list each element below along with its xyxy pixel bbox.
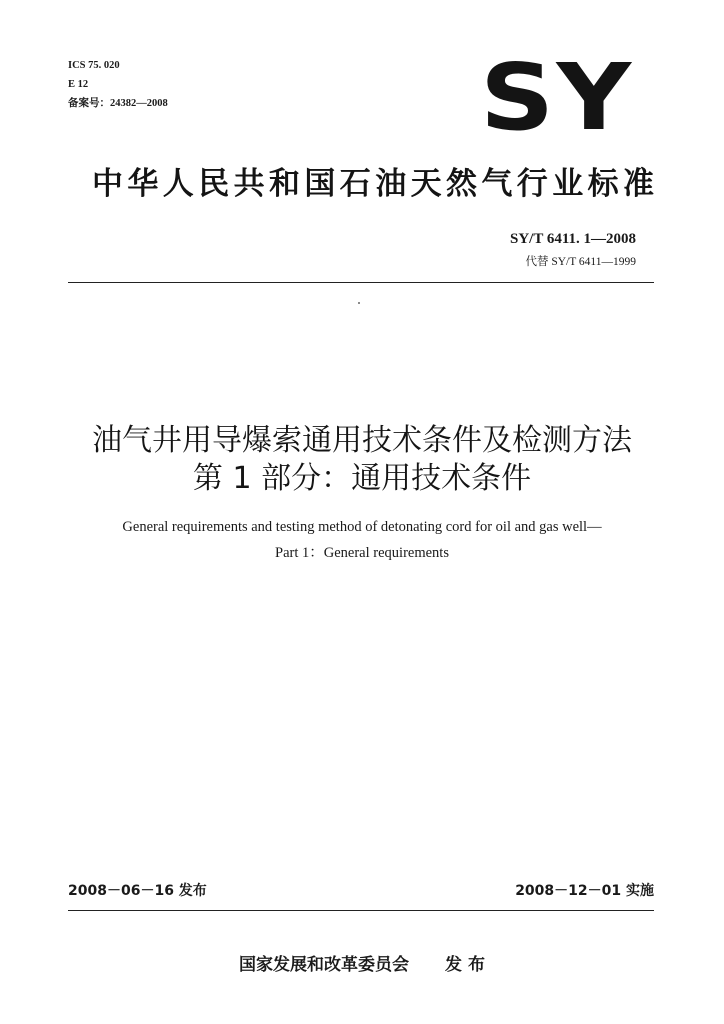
document-title-zh-line1: 油气井用导爆索通用技术条件及检测方法 <box>92 423 632 458</box>
record-number: 备案号：24382—2008 <box>68 98 168 109</box>
classification-block <box>68 56 168 113</box>
scan-dot <box>358 302 360 304</box>
ics-code: ICS 75. 020 <box>68 60 120 71</box>
classification-code: E 12 <box>68 79 89 90</box>
document-title-zh-line2: 第 1 部分：通用技术条件 <box>192 461 532 496</box>
standard-number: SY/T 6411. 1—2008 <box>510 231 636 247</box>
standard-type-title: 中华人民共和国石油天然气行业标准 <box>92 166 659 202</box>
implementation-date: 2008－12－01 实施 <box>515 883 654 899</box>
document-title-en-line1: General requirements and testing method of detonating cord for oil and gas well— <box>122 519 602 535</box>
publisher-name: 国家发展和改革委员会 <box>239 955 410 975</box>
publish-word: 发 布 <box>445 955 485 975</box>
document-title-en-line2: Part 1：General requirements <box>275 545 449 561</box>
top-divider <box>68 282 654 283</box>
sy-logo: SY <box>480 44 634 151</box>
publisher-line <box>0 950 724 975</box>
bottom-divider <box>68 910 654 911</box>
issue-date: 2008－06－16 发布 <box>68 883 207 899</box>
replaces-standard: 代替 SY/T 6411—1999 <box>525 256 636 268</box>
